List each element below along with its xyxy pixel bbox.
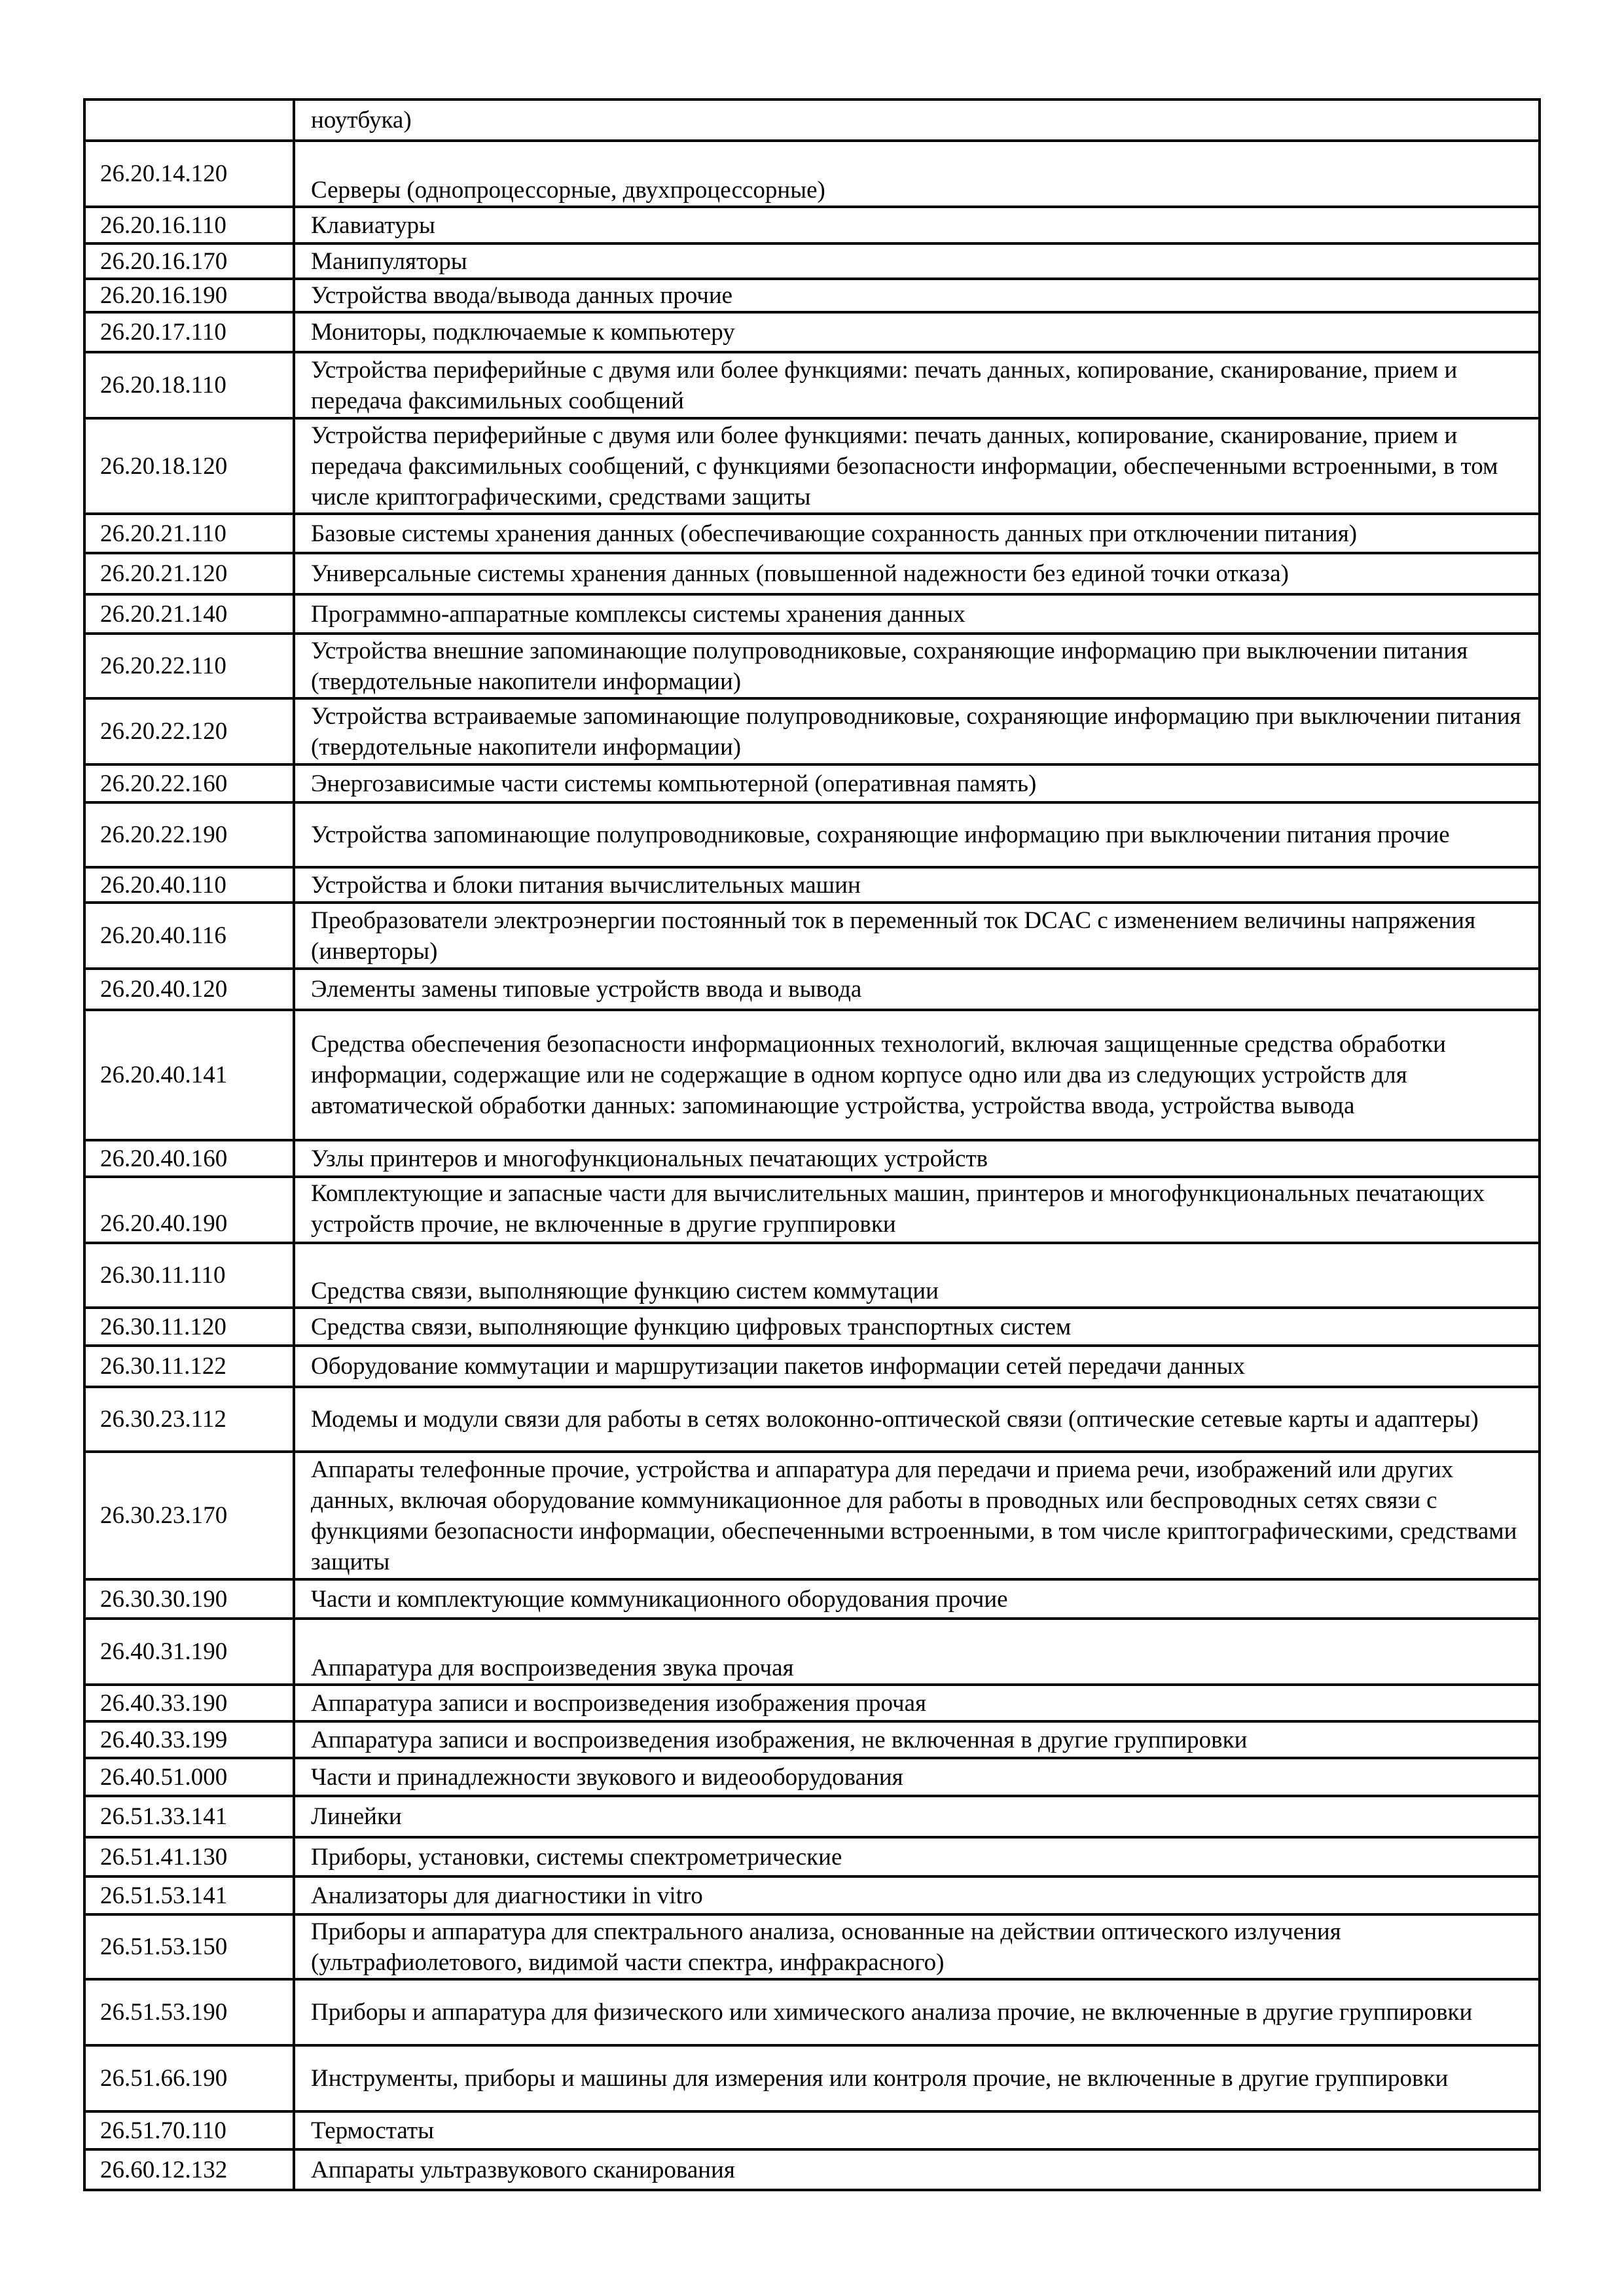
- table-row: [84, 1837, 1540, 1876]
- code-cell: 26.40.31.190: [84, 1619, 294, 1685]
- description-cell: Преобразователи электроэнергии постоянный ток в переменный ток DCAC с изменением величины напряжения (инверторы): [294, 903, 1540, 969]
- description-cell: Узлы принтеров и многофункциональных печатающих устройств: [294, 1140, 1540, 1177]
- table-row: [84, 141, 1540, 207]
- code-cell: 26.60.12.132: [84, 2149, 294, 2190]
- table-row: [84, 279, 1540, 312]
- table-row: [84, 764, 1540, 802]
- code-cell: 26.20.14.120: [84, 141, 294, 207]
- description-cell: Устройства внешние запоминающие полупроводниковые, сохраняющие информацию при выключении питания (твердотельные накопители информации): [294, 634, 1540, 698]
- code-cell: 26.20.21.110: [84, 514, 294, 553]
- table-row: [84, 2149, 1540, 2190]
- code-cell: 26.20.40.116: [84, 903, 294, 969]
- table-row: [84, 1914, 1540, 1979]
- description-cell: Средства обеспечения безопасности информационных технологий, включая защищенные средства обработки информации, содержащие или не содержащие в одном корпусе одно или два из следующих устройств для автоматической обработки данных: запоминающие устройства, устройства ввода, устройства вывода: [294, 1010, 1540, 1140]
- table-row: [84, 1010, 1540, 1140]
- table-row: [84, 418, 1540, 514]
- table-row: [84, 553, 1540, 594]
- description-cell: Аппаратура для воспроизведения звука прочая: [294, 1619, 1540, 1685]
- table-row: [84, 1758, 1540, 1796]
- table-row: [84, 867, 1540, 903]
- table-row: [84, 352, 1540, 418]
- code-cell: 26.20.17.110: [84, 312, 294, 352]
- description-cell: Приборы и аппаратура для спектрального анализа, основанные на действии оптического излучения (ультрафиолетового, видимой части спектра, инфракрасного): [294, 1914, 1540, 1979]
- code-cell: 26.51.70.110: [84, 2111, 294, 2149]
- code-cell: 26.20.16.110: [84, 207, 294, 243]
- table-row: [84, 2111, 1540, 2149]
- code-cell: 26.51.33.141: [84, 1796, 294, 1837]
- description-cell: Элементы замены типовые устройств ввода и вывода: [294, 969, 1540, 1010]
- code-cell: 26.20.16.170: [84, 243, 294, 279]
- code-cell: 26.51.53.190: [84, 1979, 294, 2045]
- description-cell: Приборы и аппаратура для физического или химического анализа прочие, не включенные в другие группировки: [294, 1979, 1540, 2045]
- code-cell: 26.40.33.199: [84, 1721, 294, 1758]
- description-cell: Устройства и блоки питания вычислительных машин: [294, 867, 1540, 903]
- code-cell: 26.20.22.110: [84, 634, 294, 698]
- code-cell: 26.20.22.120: [84, 698, 294, 764]
- code-cell: 26.20.21.140: [84, 594, 294, 634]
- code-cell: 26.20.22.190: [84, 802, 294, 867]
- code-cell: 26.20.40.190: [84, 1177, 294, 1243]
- description-cell: Комплектующие и запасные части для вычислительных машин, принтеров и многофункциональных печатающих устройств прочие, не включенные в другие группировки: [294, 1177, 1540, 1243]
- table-row: [84, 312, 1540, 352]
- code-cell: [84, 99, 294, 141]
- description-cell: Анализаторы для диагностики in vitro: [294, 1876, 1540, 1914]
- table-row: [84, 514, 1540, 553]
- table-row: [84, 2045, 1540, 2111]
- table-row: [84, 1685, 1540, 1721]
- table-row: [84, 1579, 1540, 1619]
- table-row: [84, 1721, 1540, 1758]
- description-cell: Универсальные системы хранения данных (повышенной надежности без единой точки отказа): [294, 553, 1540, 594]
- table-row: [84, 594, 1540, 634]
- table-row: [84, 1243, 1540, 1308]
- description-cell: Устройства встраиваемые запоминающие полупроводниковые, сохраняющие информацию при выключении питания (твердотельные накопители информации): [294, 698, 1540, 764]
- description-cell: Программно-аппаратные комплексы системы хранения данных: [294, 594, 1540, 634]
- table-row: [84, 1979, 1540, 2045]
- table-row: [84, 969, 1540, 1010]
- description-cell: Серверы (однопроцессорные, двухпроцессорные): [294, 141, 1540, 207]
- description-cell: Части и принадлежности звукового и видеооборудования: [294, 1758, 1540, 1796]
- code-cell: 26.51.53.150: [84, 1914, 294, 1979]
- description-cell: Приборы, установки, системы спектрометрические: [294, 1837, 1540, 1876]
- code-cell: 26.51.66.190: [84, 2045, 294, 2111]
- description-cell: Устройства ввода/вывода данных прочие: [294, 279, 1540, 312]
- description-cell: Базовые системы хранения данных (обеспечивающие сохранность данных при отключении питания): [294, 514, 1540, 553]
- code-cell: 26.20.22.160: [84, 764, 294, 802]
- description-cell: Линейки: [294, 1796, 1540, 1837]
- code-cell: 26.20.40.160: [84, 1140, 294, 1177]
- code-cell: 26.51.53.141: [84, 1876, 294, 1914]
- table-row: [84, 634, 1540, 698]
- code-cell: 26.30.11.110: [84, 1243, 294, 1308]
- table-row: [84, 99, 1540, 141]
- description-cell: Части и комплектующие коммуникационного оборудования прочие: [294, 1579, 1540, 1619]
- code-cell: 26.40.51.000: [84, 1758, 294, 1796]
- description-cell: Аппаратура записи и воспроизведения изображения прочая: [294, 1685, 1540, 1721]
- description-cell: ноутбука): [294, 99, 1540, 141]
- code-cell: 26.20.40.110: [84, 867, 294, 903]
- description-cell: Аппаратура записи и воспроизведения изображения, не включенная в другие группировки: [294, 1721, 1540, 1758]
- okpd-codes-table: [83, 98, 1541, 2191]
- code-cell: 26.40.33.190: [84, 1685, 294, 1721]
- table-row: [84, 903, 1540, 969]
- description-cell: Аппараты ультразвукового сканирования: [294, 2149, 1540, 2190]
- description-cell: Мониторы, подключаемые к компьютеру: [294, 312, 1540, 352]
- code-cell: 26.30.30.190: [84, 1579, 294, 1619]
- table-row: [84, 1452, 1540, 1579]
- table-row: [84, 1876, 1540, 1914]
- description-cell: Клавиатуры: [294, 207, 1540, 243]
- table-row: [84, 1387, 1540, 1452]
- table-row: [84, 243, 1540, 279]
- table-row: [84, 207, 1540, 243]
- code-cell: 26.20.40.120: [84, 969, 294, 1010]
- code-cell: 26.30.11.122: [84, 1346, 294, 1387]
- description-cell: Аппараты телефонные прочие, устройства и аппаратура для передачи и приема речи, изображений или других данных, включая оборудование коммуникационное для работы в проводных или беспроводных сетях связи с функциями безопасности информации, обеспеченными встроенными, в том числе криптографическими, средствами защиты: [294, 1452, 1540, 1579]
- code-cell: 26.51.41.130: [84, 1837, 294, 1876]
- table-row: [84, 802, 1540, 867]
- code-cell: 26.30.11.120: [84, 1308, 294, 1346]
- table-row: [84, 1177, 1540, 1243]
- code-cell: 26.20.16.190: [84, 279, 294, 312]
- description-cell: Модемы и модули связи для работы в сетях волоконно-оптической связи (оптические сетевые карты и адаптеры): [294, 1387, 1540, 1452]
- table-row: [84, 1619, 1540, 1685]
- code-cell: 26.30.23.170: [84, 1452, 294, 1579]
- table-row: [84, 1308, 1540, 1346]
- description-cell: Средства связи, выполняющие функцию систем коммутации: [294, 1243, 1540, 1308]
- description-cell: Устройства периферийные с двумя или более функциями: печать данных, копирование, сканирование, прием и передача факсимильных сообщений, с функциями безопасности информации, обеспеченными встроенными, в том числе криптографическими, средствами защиты: [294, 418, 1540, 514]
- table-body: [84, 99, 1540, 2190]
- code-cell: 26.20.40.141: [84, 1010, 294, 1140]
- description-cell: Устройства периферийные с двумя или более функциями: печать данных, копирование, сканирование, прием и передача факсимильных сообщений: [294, 352, 1540, 418]
- table-row: [84, 1140, 1540, 1177]
- description-cell: Оборудование коммутации и маршрутизации пакетов информации сетей передачи данных: [294, 1346, 1540, 1387]
- table-row: [84, 1346, 1540, 1387]
- code-cell: 26.30.23.112: [84, 1387, 294, 1452]
- table-row: [84, 698, 1540, 764]
- description-cell: Инструменты, приборы и машины для измерения или контроля прочие, не включенные в другие группировки: [294, 2045, 1540, 2111]
- code-cell: 26.20.18.120: [84, 418, 294, 514]
- table-row: [84, 1796, 1540, 1837]
- description-cell: Средства связи, выполняющие функцию цифровых транспортных систем: [294, 1308, 1540, 1346]
- description-cell: Энергозависимые части системы компьютерной (оперативная память): [294, 764, 1540, 802]
- description-cell: Манипуляторы: [294, 243, 1540, 279]
- code-cell: 26.20.21.120: [84, 553, 294, 594]
- description-cell: Устройства запоминающие полупроводниковые, сохраняющие информацию при выключении питания прочие: [294, 802, 1540, 867]
- code-cell: 26.20.18.110: [84, 352, 294, 418]
- description-cell: Термостаты: [294, 2111, 1540, 2149]
